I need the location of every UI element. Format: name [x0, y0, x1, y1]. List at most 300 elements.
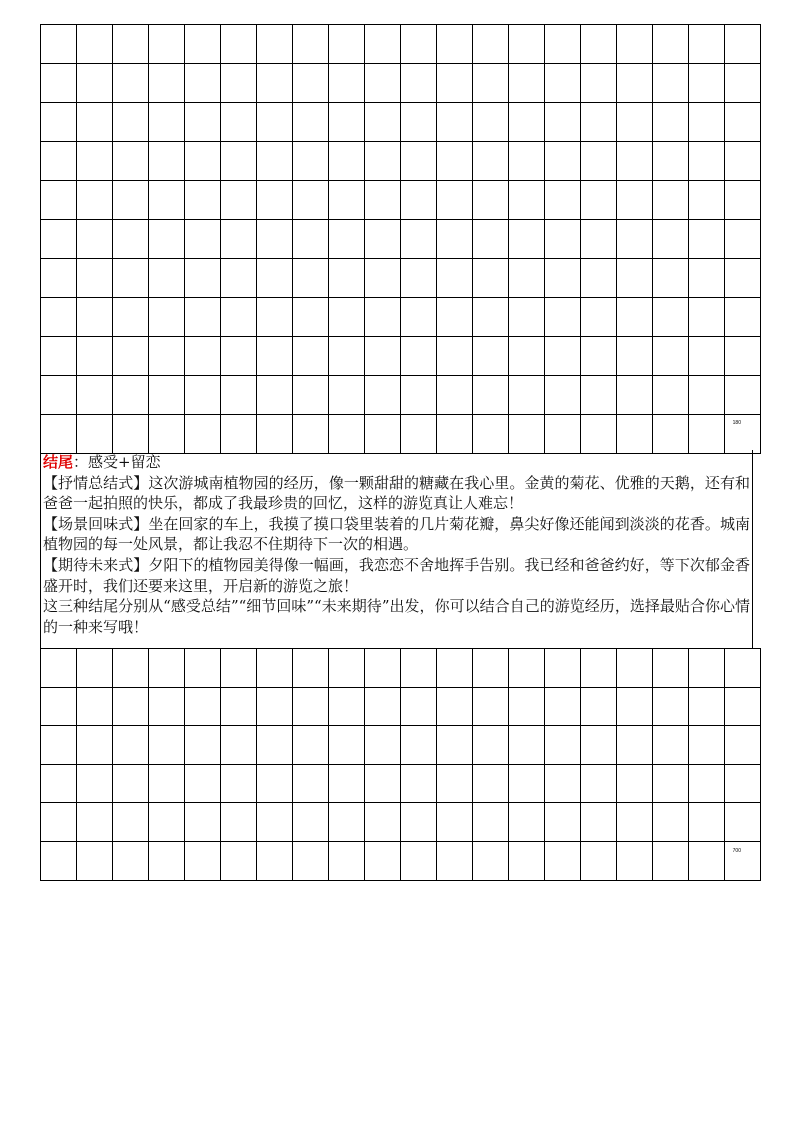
grid-cell[interactable] — [437, 142, 473, 181]
grid-cell[interactable] — [545, 376, 581, 415]
grid-cell[interactable] — [401, 649, 437, 688]
grid-cell[interactable] — [257, 25, 293, 64]
grid-cell[interactable] — [329, 25, 365, 64]
grid-cell[interactable] — [77, 376, 113, 415]
grid-cell[interactable] — [257, 337, 293, 376]
grid-cell[interactable] — [725, 220, 761, 259]
grid-cell[interactable] — [581, 25, 617, 64]
grid-cell[interactable] — [581, 803, 617, 842]
grid-cell[interactable] — [77, 649, 113, 688]
grid-cell[interactable] — [185, 803, 221, 842]
grid-cell[interactable] — [725, 337, 761, 376]
grid-cell[interactable] — [41, 25, 77, 64]
grid-cell[interactable] — [365, 764, 401, 803]
grid-cell[interactable] — [401, 687, 437, 726]
grid-cell[interactable] — [545, 803, 581, 842]
grid-cell[interactable] — [581, 259, 617, 298]
grid-cell[interactable] — [473, 298, 509, 337]
grid-cell[interactable] — [185, 841, 221, 880]
grid-cell[interactable] — [725, 764, 761, 803]
grid-cell[interactable] — [329, 220, 365, 259]
grid-cell[interactable] — [365, 25, 401, 64]
grid-cell[interactable] — [149, 764, 185, 803]
grid-cell[interactable] — [617, 415, 653, 454]
grid-cell[interactable] — [329, 764, 365, 803]
grid-cell[interactable] — [437, 64, 473, 103]
grid-cell[interactable] — [581, 181, 617, 220]
grid-cell[interactable] — [617, 25, 653, 64]
grid-cell[interactable] — [401, 841, 437, 880]
grid-cell[interactable] — [257, 803, 293, 842]
grid-cell[interactable] — [257, 142, 293, 181]
grid-cell[interactable] — [545, 687, 581, 726]
grid-cell[interactable] — [41, 298, 77, 337]
grid-cell[interactable] — [329, 726, 365, 765]
grid-cell[interactable] — [113, 142, 149, 181]
grid-cell[interactable] — [77, 298, 113, 337]
grid-cell[interactable] — [509, 649, 545, 688]
grid-cell[interactable] — [257, 726, 293, 765]
grid-cell[interactable] — [725, 376, 761, 415]
grid-cell[interactable] — [725, 259, 761, 298]
grid-cell[interactable] — [365, 220, 401, 259]
grid-cell[interactable] — [221, 687, 257, 726]
grid-cell[interactable] — [653, 181, 689, 220]
grid-cell[interactable] — [689, 803, 725, 842]
grid-cell[interactable] — [617, 298, 653, 337]
grid-cell[interactable] — [365, 64, 401, 103]
grid-cell[interactable] — [257, 220, 293, 259]
grid-cell[interactable] — [77, 415, 113, 454]
grid-cell[interactable] — [509, 103, 545, 142]
grid-cell[interactable] — [221, 337, 257, 376]
grid-cell[interactable] — [509, 64, 545, 103]
grid-cell[interactable] — [185, 764, 221, 803]
grid-cell[interactable] — [185, 298, 221, 337]
grid-cell[interactable] — [329, 337, 365, 376]
grid-cell[interactable] — [149, 259, 185, 298]
grid-cell[interactable] — [149, 726, 185, 765]
grid-cell[interactable] — [545, 726, 581, 765]
grid-cell[interactable] — [617, 103, 653, 142]
grid-cell[interactable] — [293, 376, 329, 415]
grid-cell[interactable] — [545, 103, 581, 142]
grid-cell[interactable] — [113, 803, 149, 842]
grid-cell[interactable] — [77, 726, 113, 765]
grid-cell[interactable] — [401, 259, 437, 298]
grid-cell[interactable] — [437, 803, 473, 842]
grid-cell[interactable] — [473, 803, 509, 842]
grid-cell[interactable] — [653, 687, 689, 726]
grid-cell[interactable] — [545, 298, 581, 337]
grid-cell[interactable] — [365, 649, 401, 688]
grid-cell[interactable] — [77, 764, 113, 803]
grid-cell[interactable] — [653, 337, 689, 376]
grid-cell[interactable] — [689, 64, 725, 103]
grid-cell[interactable] — [257, 649, 293, 688]
grid-cell[interactable] — [293, 649, 329, 688]
grid-cell[interactable] — [257, 764, 293, 803]
grid-cell[interactable] — [221, 649, 257, 688]
grid-cell[interactable] — [509, 841, 545, 880]
grid-cell[interactable] — [509, 142, 545, 181]
grid-cell[interactable] — [329, 298, 365, 337]
grid-cell[interactable] — [581, 64, 617, 103]
grid-cell[interactable] — [113, 181, 149, 220]
grid-cell[interactable] — [221, 142, 257, 181]
grid-cell[interactable] — [113, 841, 149, 880]
grid-cell[interactable] — [293, 181, 329, 220]
grid-cell[interactable] — [221, 841, 257, 880]
grid-cell[interactable] — [617, 220, 653, 259]
grid-cell[interactable] — [257, 415, 293, 454]
grid-cell[interactable] — [437, 298, 473, 337]
grid-cell[interactable] — [113, 103, 149, 142]
grid-cell[interactable] — [509, 25, 545, 64]
grid-cell[interactable] — [401, 764, 437, 803]
grid-cell[interactable] — [617, 181, 653, 220]
grid-cell[interactable] — [509, 298, 545, 337]
grid-cell[interactable] — [653, 764, 689, 803]
grid-cell[interactable] — [617, 64, 653, 103]
grid-cell[interactable] — [365, 376, 401, 415]
grid-cell[interactable] — [401, 415, 437, 454]
grid-cell[interactable] — [401, 220, 437, 259]
grid-cell[interactable] — [293, 415, 329, 454]
grid-cell[interactable] — [617, 687, 653, 726]
grid-cell[interactable] — [725, 25, 761, 64]
grid-cell[interactable] — [221, 64, 257, 103]
grid-cell[interactable] — [401, 726, 437, 765]
grid-cell[interactable] — [365, 337, 401, 376]
grid-cell[interactable] — [473, 220, 509, 259]
grid-cell[interactable] — [365, 841, 401, 880]
grid-cell[interactable] — [365, 142, 401, 181]
grid-cell[interactable] — [581, 142, 617, 181]
grid-cell[interactable] — [509, 337, 545, 376]
grid-cell[interactable] — [545, 25, 581, 64]
grid-cell[interactable] — [41, 103, 77, 142]
grid-cell[interactable] — [689, 649, 725, 688]
grid-cell[interactable] — [41, 803, 77, 842]
grid-cell[interactable] — [293, 25, 329, 64]
grid-cell[interactable] — [545, 64, 581, 103]
grid-cell[interactable] — [689, 376, 725, 415]
grid-cell[interactable] — [689, 103, 725, 142]
grid-cell[interactable] — [257, 181, 293, 220]
grid-cell[interactable] — [77, 841, 113, 880]
grid-cell[interactable] — [329, 64, 365, 103]
grid-cell[interactable] — [689, 726, 725, 765]
grid-cell[interactable] — [149, 103, 185, 142]
grid-cell[interactable] — [401, 376, 437, 415]
grid-cell[interactable] — [437, 687, 473, 726]
grid-cell[interactable] — [149, 803, 185, 842]
grid-cell[interactable] — [149, 376, 185, 415]
grid-cell[interactable] — [581, 764, 617, 803]
grid-cell[interactable] — [545, 415, 581, 454]
grid-cell[interactable] — [329, 415, 365, 454]
grid-cell[interactable] — [41, 259, 77, 298]
grid-cell[interactable] — [221, 220, 257, 259]
grid-cell[interactable] — [545, 220, 581, 259]
grid-cell[interactable] — [365, 259, 401, 298]
grid-cell[interactable] — [437, 415, 473, 454]
grid-cell[interactable] — [185, 64, 221, 103]
grid-cell[interactable] — [113, 220, 149, 259]
grid-cell[interactable] — [257, 687, 293, 726]
grid-cell[interactable] — [473, 376, 509, 415]
grid-cell[interactable] — [617, 376, 653, 415]
grid-cell[interactable] — [41, 764, 77, 803]
grid-cell[interactable] — [41, 687, 77, 726]
grid-cell[interactable] — [545, 142, 581, 181]
grid-cell[interactable] — [185, 259, 221, 298]
grid-cell[interactable] — [113, 726, 149, 765]
grid-cell[interactable] — [473, 726, 509, 765]
grid-cell[interactable] — [509, 726, 545, 765]
grid-cell[interactable] — [77, 64, 113, 103]
grid-cell[interactable] — [185, 25, 221, 64]
grid-cell[interactable] — [401, 181, 437, 220]
grid-cell[interactable] — [77, 220, 113, 259]
grid-cell[interactable] — [221, 259, 257, 298]
grid-cell[interactable] — [617, 142, 653, 181]
grid-cell[interactable] — [293, 726, 329, 765]
grid-cell[interactable] — [293, 764, 329, 803]
grid-cell[interactable] — [113, 25, 149, 64]
grid-cell[interactable] — [725, 687, 761, 726]
grid-cell[interactable] — [689, 841, 725, 880]
grid-cell[interactable] — [473, 25, 509, 64]
grid-cell[interactable] — [545, 841, 581, 880]
grid-cell[interactable] — [365, 803, 401, 842]
grid-cell[interactable] — [617, 841, 653, 880]
grid-cell[interactable] — [41, 415, 77, 454]
grid-cell[interactable] — [221, 103, 257, 142]
grid-cell[interactable] — [221, 803, 257, 842]
grid-cell[interactable] — [77, 687, 113, 726]
grid-cell[interactable] — [509, 259, 545, 298]
grid-cell[interactable] — [185, 337, 221, 376]
grid-cell[interactable] — [257, 298, 293, 337]
grid-cell[interactable] — [293, 841, 329, 880]
grid-cell[interactable] — [725, 841, 761, 880]
grid-cell[interactable] — [437, 220, 473, 259]
grid-cell[interactable] — [689, 259, 725, 298]
grid-cell[interactable] — [437, 103, 473, 142]
grid-cell[interactable] — [257, 64, 293, 103]
grid-cell[interactable] — [725, 649, 761, 688]
grid-cell[interactable] — [689, 298, 725, 337]
grid-cell[interactable] — [689, 764, 725, 803]
grid-cell[interactable] — [149, 415, 185, 454]
grid-cell[interactable] — [149, 841, 185, 880]
grid-cell[interactable] — [581, 376, 617, 415]
grid-cell[interactable] — [149, 64, 185, 103]
grid-cell[interactable] — [149, 649, 185, 688]
grid-cell[interactable] — [401, 25, 437, 64]
grid-cell[interactable] — [41, 649, 77, 688]
grid-cell[interactable] — [617, 726, 653, 765]
grid-cell[interactable] — [725, 142, 761, 181]
grid-cell[interactable] — [257, 103, 293, 142]
grid-cell[interactable] — [509, 415, 545, 454]
grid-cell[interactable] — [689, 415, 725, 454]
grid-cell[interactable] — [149, 181, 185, 220]
grid-cell[interactable] — [653, 220, 689, 259]
grid-cell[interactable] — [185, 103, 221, 142]
grid-cell[interactable] — [725, 726, 761, 765]
grid-cell[interactable] — [473, 64, 509, 103]
grid-cell[interactable] — [113, 764, 149, 803]
grid-cell[interactable] — [653, 103, 689, 142]
grid-cell[interactable] — [113, 337, 149, 376]
grid-cell[interactable] — [293, 220, 329, 259]
grid-cell[interactable] — [41, 841, 77, 880]
grid-cell[interactable] — [221, 764, 257, 803]
grid-cell[interactable] — [653, 142, 689, 181]
grid-cell[interactable] — [293, 337, 329, 376]
grid-cell[interactable] — [581, 841, 617, 880]
grid-cell[interactable] — [653, 376, 689, 415]
grid-cell[interactable] — [293, 103, 329, 142]
grid-cell[interactable] — [473, 181, 509, 220]
grid-cell[interactable] — [113, 687, 149, 726]
grid-cell[interactable] — [185, 181, 221, 220]
grid-cell[interactable] — [689, 337, 725, 376]
grid-cell[interactable] — [473, 259, 509, 298]
grid-cell[interactable] — [581, 415, 617, 454]
grid-cell[interactable] — [437, 764, 473, 803]
grid-cell[interactable] — [185, 687, 221, 726]
grid-cell[interactable] — [653, 298, 689, 337]
grid-cell[interactable] — [113, 649, 149, 688]
grid-cell[interactable] — [617, 337, 653, 376]
grid-cell[interactable] — [473, 415, 509, 454]
grid-cell[interactable] — [329, 142, 365, 181]
grid-cell[interactable] — [725, 103, 761, 142]
grid-cell[interactable] — [473, 687, 509, 726]
grid-cell[interactable] — [77, 25, 113, 64]
grid-cell[interactable] — [473, 649, 509, 688]
grid-cell[interactable] — [581, 726, 617, 765]
grid-cell[interactable] — [689, 181, 725, 220]
grid-cell[interactable] — [401, 142, 437, 181]
grid-cell[interactable] — [185, 415, 221, 454]
grid-cell[interactable] — [329, 181, 365, 220]
grid-cell[interactable] — [41, 220, 77, 259]
grid-cell[interactable] — [473, 764, 509, 803]
grid-cell[interactable] — [293, 687, 329, 726]
grid-cell[interactable] — [509, 220, 545, 259]
grid-cell[interactable] — [329, 376, 365, 415]
grid-cell[interactable] — [221, 376, 257, 415]
grid-cell[interactable] — [437, 726, 473, 765]
grid-cell[interactable] — [581, 687, 617, 726]
grid-cell[interactable] — [77, 181, 113, 220]
grid-cell[interactable] — [185, 649, 221, 688]
grid-cell[interactable] — [545, 764, 581, 803]
grid-cell[interactable] — [329, 803, 365, 842]
grid-cell[interactable] — [365, 181, 401, 220]
grid-cell[interactable] — [725, 415, 761, 454]
grid-cell[interactable] — [257, 841, 293, 880]
grid-cell[interactable] — [545, 181, 581, 220]
grid-cell[interactable] — [401, 64, 437, 103]
grid-cell[interactable] — [689, 687, 725, 726]
grid-cell[interactable] — [653, 841, 689, 880]
grid-cell[interactable] — [221, 726, 257, 765]
grid-cell[interactable] — [509, 687, 545, 726]
grid-cell[interactable] — [257, 376, 293, 415]
grid-cell[interactable] — [365, 726, 401, 765]
grid-cell[interactable] — [617, 259, 653, 298]
grid-cell[interactable] — [509, 764, 545, 803]
grid-cell[interactable] — [113, 259, 149, 298]
grid-cell[interactable] — [653, 803, 689, 842]
grid-cell[interactable] — [689, 25, 725, 64]
grid-cell[interactable] — [41, 376, 77, 415]
grid-cell[interactable] — [329, 649, 365, 688]
grid-cell[interactable] — [689, 142, 725, 181]
grid-cell[interactable] — [149, 687, 185, 726]
grid-cell[interactable] — [185, 726, 221, 765]
grid-cell[interactable] — [149, 25, 185, 64]
grid-cell[interactable] — [581, 337, 617, 376]
grid-cell[interactable] — [653, 649, 689, 688]
grid-cell[interactable] — [41, 181, 77, 220]
grid-cell[interactable] — [185, 376, 221, 415]
grid-cell[interactable] — [401, 298, 437, 337]
grid-cell[interactable] — [725, 181, 761, 220]
grid-cell[interactable] — [725, 803, 761, 842]
grid-cell[interactable] — [545, 259, 581, 298]
grid-cell[interactable] — [293, 64, 329, 103]
grid-cell[interactable] — [653, 259, 689, 298]
grid-cell[interactable] — [545, 337, 581, 376]
grid-cell[interactable] — [185, 220, 221, 259]
grid-cell[interactable] — [113, 298, 149, 337]
grid-cell[interactable] — [221, 25, 257, 64]
grid-cell[interactable] — [473, 142, 509, 181]
grid-cell[interactable] — [581, 649, 617, 688]
grid-cell[interactable] — [293, 142, 329, 181]
grid-cell[interactable] — [437, 841, 473, 880]
grid-cell[interactable] — [509, 803, 545, 842]
grid-cell[interactable] — [113, 376, 149, 415]
grid-cell[interactable] — [365, 415, 401, 454]
grid-cell[interactable] — [149, 337, 185, 376]
grid-cell[interactable] — [329, 103, 365, 142]
grid-cell[interactable] — [725, 64, 761, 103]
grid-cell[interactable] — [689, 220, 725, 259]
grid-cell[interactable] — [77, 337, 113, 376]
grid-cell[interactable] — [437, 25, 473, 64]
grid-cell[interactable] — [401, 103, 437, 142]
grid-cell[interactable] — [437, 649, 473, 688]
grid-cell[interactable] — [149, 298, 185, 337]
grid-cell[interactable] — [257, 259, 293, 298]
grid-cell[interactable] — [41, 726, 77, 765]
grid-cell[interactable] — [545, 649, 581, 688]
grid-cell[interactable] — [473, 337, 509, 376]
grid-cell[interactable] — [437, 376, 473, 415]
grid-cell[interactable] — [581, 298, 617, 337]
grid-cell[interactable] — [221, 298, 257, 337]
grid-cell[interactable] — [401, 803, 437, 842]
grid-cell[interactable] — [149, 142, 185, 181]
